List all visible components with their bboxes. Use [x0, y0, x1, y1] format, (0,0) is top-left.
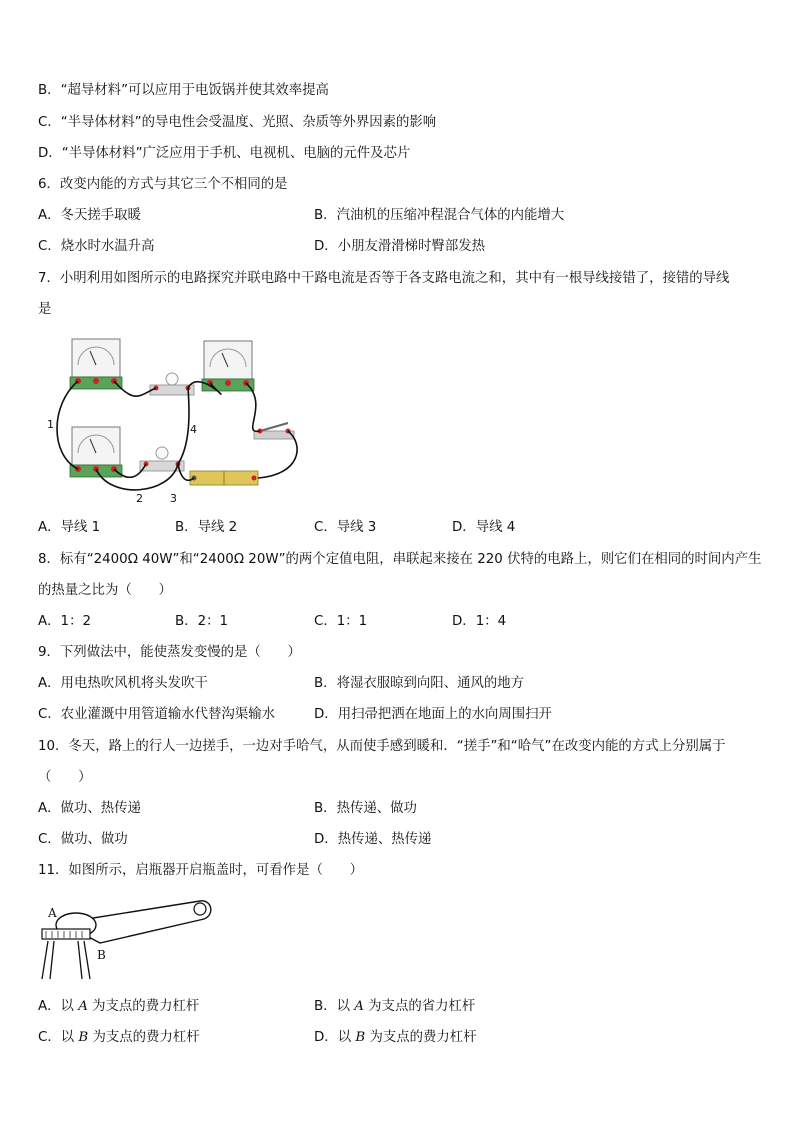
q7-circuit-figure	[40, 335, 300, 495]
q8-stem-line1: 8．标有“2400Ω 40W”和“2400Ω 20W”的两个定值电阻，串联起来接在 220 伏特的电路上，则它们在相同的时间内产生	[38, 552, 762, 567]
wire-label-2: 2	[136, 492, 143, 505]
q9-stem: 9．下列做法中，能使蒸发变慢的是（ ）	[38, 645, 301, 660]
q11-option-a	[38, 998, 199, 1016]
q11-option-c-post: 为支点的费力杠杆	[88, 1030, 200, 1045]
q10-stem-line1: 10．冬天，路上的行人一边搓手，一边对手哈气，从而使手感到暖和．“搓手”和“哈气”在改变内能的方式上分别属于	[38, 739, 726, 754]
q9-option-b: B．将湿衣服晾到向阳、通风的地方	[314, 676, 525, 691]
q11-option-d-post: 为支点的费力杠杆	[365, 1030, 477, 1045]
q5-option-b: B．“超导材料”可以应用于电饭锅并使其效率提高	[38, 83, 329, 98]
q8-stem-line2: 的热量之比为（ ）	[38, 583, 172, 598]
q10-option-b: B．热传递、做功	[314, 801, 417, 816]
q10-option-a: A．做功、热传递	[38, 801, 141, 816]
q6-option-d: D．小朋友滑滑梯时臀部发热	[314, 239, 485, 254]
q5-option-d: D．“半导体材料”广泛应用于手机、电视机、电脑的元件及芯片	[38, 146, 411, 161]
q11-option-b-pre: B．以	[314, 999, 355, 1014]
q11-option-c	[38, 1029, 200, 1047]
q9-option-a: A．用电热吹风机将头发吹干	[38, 676, 208, 691]
q7-option-d: D．导线 4	[452, 520, 516, 535]
q11-fig-label-a: A	[48, 906, 57, 920]
q11-option-b-post: 为支点的省力杠杆	[363, 999, 476, 1014]
q8-option-b: B．2：1	[175, 614, 229, 629]
q11-option-c-var: B	[78, 1030, 89, 1045]
q11-stem: 11．如图所示，启瓶器开启瓶盖时，可看作是（ ）	[38, 863, 364, 878]
q6-option-b: B．汽油机的压缩冲程混合气体的内能增大	[314, 208, 565, 223]
wire-label-4: 4	[190, 423, 197, 436]
q8-option-a: A．1：2	[38, 614, 91, 629]
q6-stem: 6．改变内能的方式与其它三个不相同的是	[38, 177, 288, 192]
q9-option-d: D．用扫帚把洒在地面上的水向周围扫开	[314, 707, 552, 722]
q11-option-b	[314, 998, 475, 1016]
q6-option-a: A．冬天搓手取暖	[38, 208, 141, 223]
q6-option-c: C．烧水时水温升高	[38, 239, 155, 254]
q7-option-b: B．导线 2	[175, 520, 238, 535]
q8-option-c: C．1：1	[314, 614, 368, 629]
q11-option-d	[314, 1029, 477, 1047]
q11-fig-label-b: B	[97, 948, 106, 962]
q11-option-a-var: A	[78, 999, 88, 1014]
q11-option-b-var: A	[354, 999, 364, 1014]
q10-option-d: D．热传递、热传递	[314, 832, 432, 847]
bulb-top	[150, 373, 194, 395]
q11-option-a-pre: A．以	[38, 999, 79, 1014]
q10-stem-line2: （ ）	[38, 770, 92, 785]
q11-option-c-pre: C．以	[38, 1030, 79, 1045]
wire-label-1: 1	[47, 418, 54, 431]
q11-option-a-post: 为支点的费力杠杆	[87, 999, 200, 1014]
q8-option-d: D．1：4	[452, 614, 507, 629]
q10-option-c: C．做功、做功	[38, 832, 128, 847]
battery-holder	[190, 471, 258, 485]
q7-option-c: C．导线 3	[314, 520, 377, 535]
q11-option-d-var: B	[355, 1030, 366, 1045]
q11-option-d-pre: D．以	[314, 1030, 356, 1045]
q9-option-c: C．农业灌溉中用管道输水代替沟渠输水	[38, 707, 275, 722]
q11-bottle-opener-figure	[40, 895, 215, 983]
q5-option-c: C．“半导体材料”的导电性会受温度、光照、杂质等外界因素的影响	[38, 115, 437, 130]
q7-option-a: A．导线 1	[38, 520, 101, 535]
wire-label-3: 3	[170, 492, 177, 505]
q7-stem-line2: 是	[38, 302, 52, 317]
q7-stem-line1: 7．小明利用如图所示的电路探究并联电路中干路电流是否等于各支路电流之和，其中有一根导线接错了，接错的导线	[38, 271, 730, 286]
